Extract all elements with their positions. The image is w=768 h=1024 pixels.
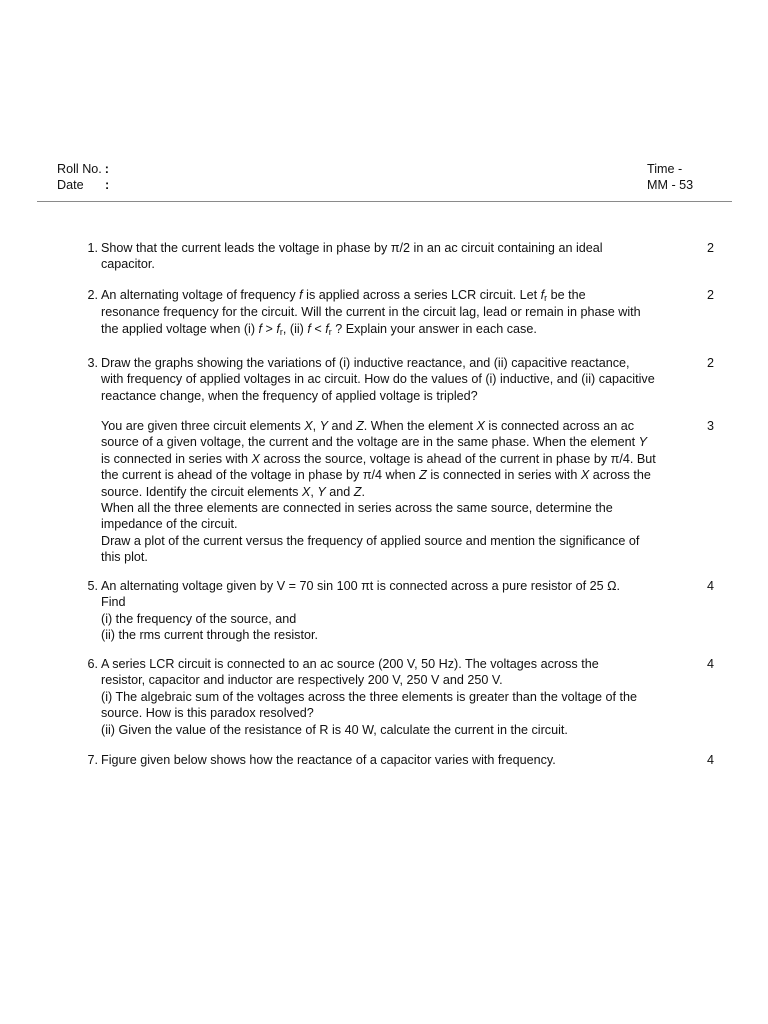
question-line: A series LCR circuit is connected to an ac source (200 V, 50 Hz). The voltages across the	[101, 657, 599, 671]
roll-number-colon: :	[104, 162, 109, 176]
question-marks: 4	[706, 753, 714, 767]
question-line: capacitor.	[101, 257, 155, 272]
question-line: resistor, capacitor and inductor are respectively 200 V, 250 V and 250 V.	[101, 673, 503, 688]
question-line: Find	[101, 595, 126, 610]
roll-number-label: Roll No.	[57, 162, 102, 176]
question-line: is connected in series with X across the source, voltage is ahead of the current in phase by π/4. But	[101, 451, 656, 466]
question-line: source. Identify the circuit elements X, Y and Z.	[101, 484, 365, 499]
question-text	[101, 240, 711, 273]
question-number: 1.	[87, 241, 98, 255]
question-line: impedance of the circuit.	[101, 517, 238, 532]
question-line: resonance frequency for the circuit. Will the current in the circuit lag, lead or remain in phase with	[101, 305, 641, 320]
date-colon: :	[105, 178, 110, 193]
question-line: with frequency of applied voltages in ac circuit. How do the values of (i) inductive, and (ii) capacitive	[101, 372, 655, 387]
roll-number-row	[57, 161, 257, 177]
question-marks: 4	[706, 579, 714, 593]
question-number: 5.	[87, 579, 98, 593]
question-line: reactance change, when the frequency of applied voltage is tripled?	[101, 388, 478, 403]
question-line: the current is ahead of the voltage in phase by π/4 when Z is connected in series with X across the	[101, 468, 651, 483]
question-text	[101, 355, 711, 404]
question-text	[101, 656, 711, 738]
question-text	[101, 418, 711, 566]
question-text	[101, 752, 711, 768]
header-divider	[37, 201, 732, 202]
question-line: Draw the graphs showing the variations of (i) inductive reactance, and (ii) capacitive reactance,	[101, 356, 630, 370]
question-number: 6.	[87, 657, 98, 671]
question-line: An alternating voltage of frequency f is applied across a series LCR circuit. Let $f_r$ be the	[101, 288, 586, 303]
question-line: When all the three elements are connected in series across the same source, determine the	[101, 500, 613, 515]
header-right	[647, 161, 757, 194]
question-line: source. How is this paradox resolved?	[101, 706, 314, 721]
question-line: You are given three circuit elements X, Y and Z. When the element X is connected across an ac	[101, 419, 635, 433]
question-number: 7.	[87, 753, 98, 767]
question-number: 2.	[87, 288, 98, 302]
question-text	[101, 287, 711, 337]
question-line: source of a given voltage, the current and the voltage are in the same phase. When the element Y	[101, 435, 648, 450]
header-left	[57, 161, 257, 194]
question-number: 3.	[87, 356, 98, 370]
question-line: the applied voltage when (i) $f > f_r$, (ii) $f < f_r$ ? Explain your answer in each case.	[101, 321, 537, 337]
question-line: (i) the frequency of the source, and	[101, 611, 297, 626]
max-marks-label: MM - 53	[647, 178, 694, 193]
question-line: Figure given below shows how the reactance of a capacitor varies with frequency.	[101, 753, 556, 767]
time-label: Time -	[647, 162, 683, 176]
question-marks: 2	[706, 241, 714, 255]
question-line: (ii) Given the value of the resistance of R is 40 W, calculate the current in the circuit.	[101, 722, 568, 737]
question-marks: 4	[706, 657, 714, 671]
question-line: (i) The algebraic sum of the voltages across the three elements is greater than the voltage of the	[101, 689, 637, 704]
date-row	[57, 177, 257, 193]
question-line: Show that the current leads the voltage in phase by π/2 in an ac circuit containing an ideal	[101, 241, 603, 255]
question-marks: 2	[706, 288, 714, 302]
question-marks: 2	[706, 356, 714, 370]
question-line: Draw a plot of the current versus the frequency of applied source and mention the significance of	[101, 533, 640, 548]
question-text	[101, 578, 711, 644]
question-line: (ii) the rms current through the resistor.	[101, 628, 318, 643]
question-line: An alternating voltage given by V = 70 sin 100 πt is connected across a pure resistor of 25 Ω.	[101, 579, 621, 593]
date-label: Date	[57, 178, 84, 193]
question-line: this plot.	[101, 550, 148, 565]
question-marks: 3	[706, 419, 714, 433]
